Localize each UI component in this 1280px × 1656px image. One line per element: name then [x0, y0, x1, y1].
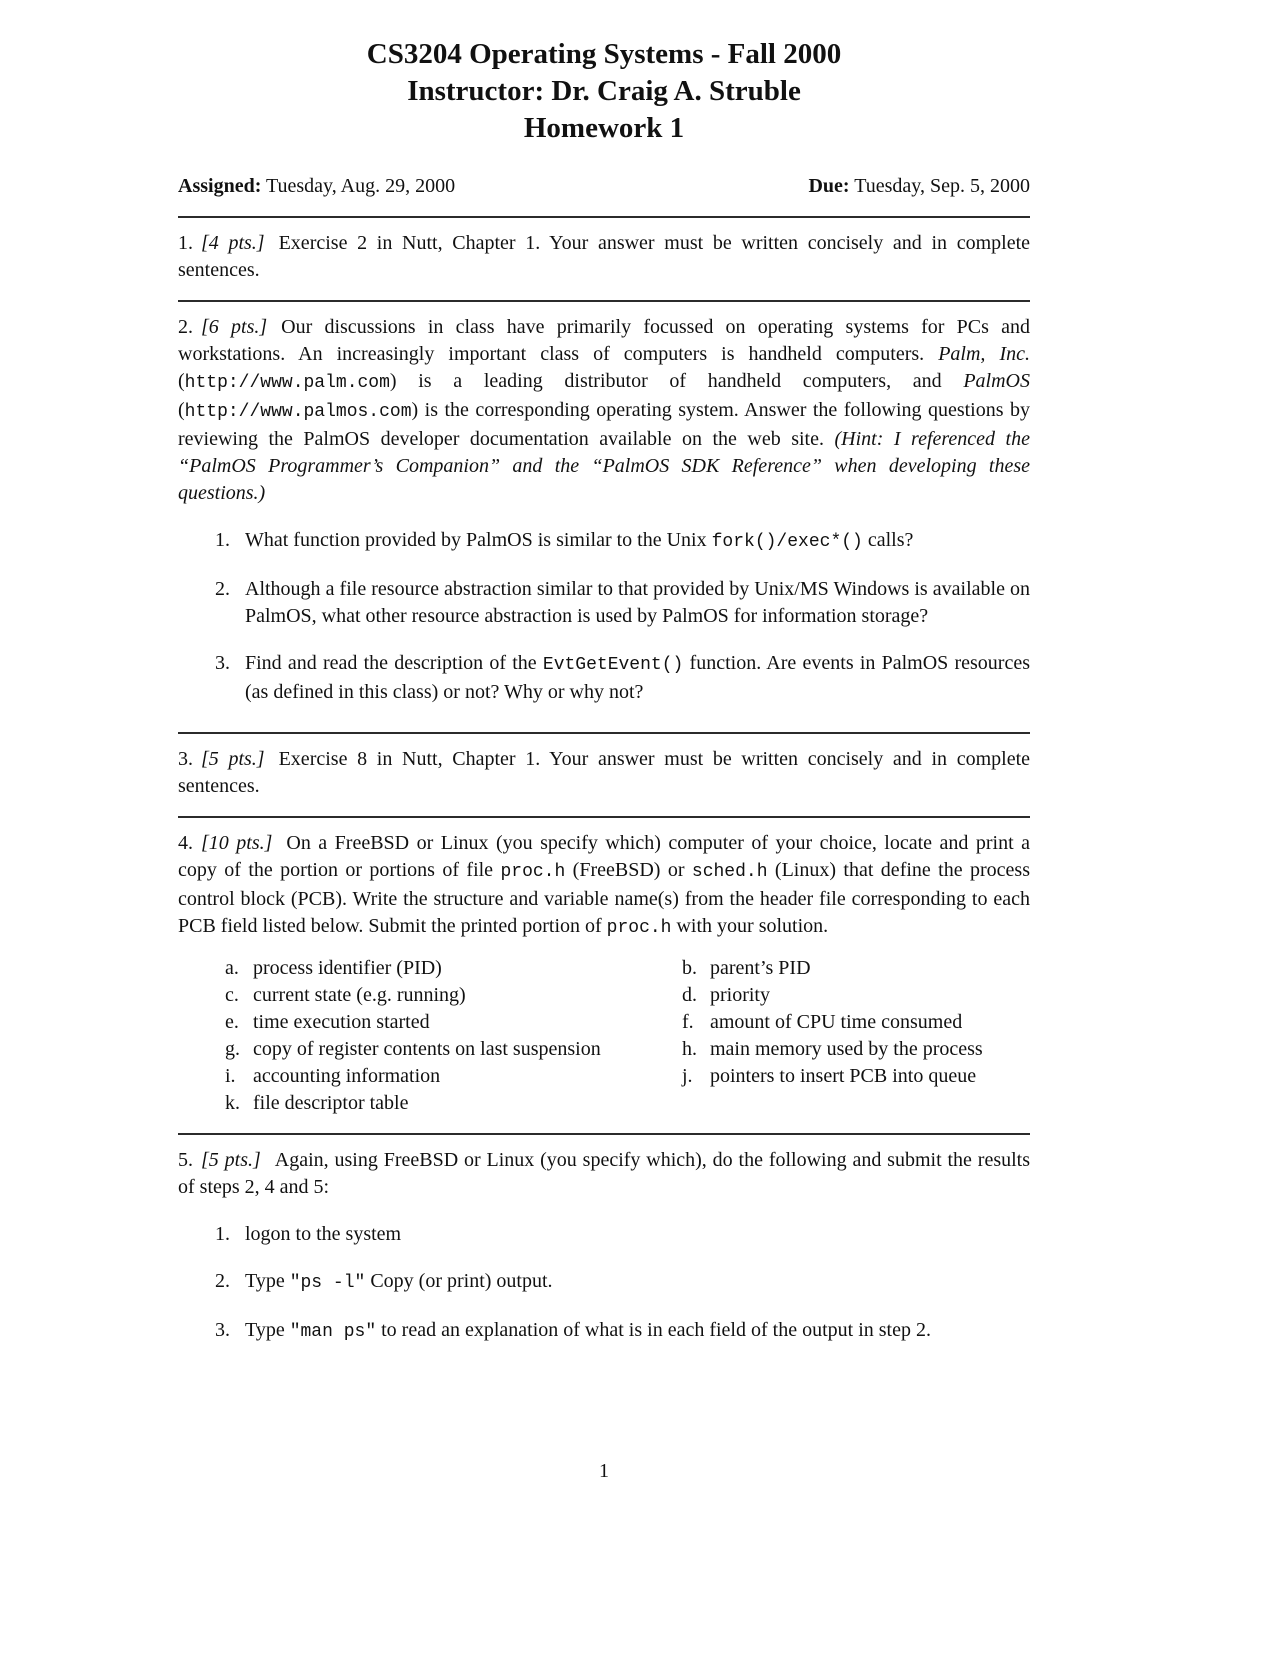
list-item: [225, 1090, 682, 1117]
section-rule: [178, 1133, 1030, 1135]
item-text-run: Copy (or print) output.: [365, 1270, 553, 1292]
question-number: 5.: [178, 1149, 193, 1171]
question-text: (Linux) that define the process control block (PCB). Write the structure and variable name(s) from the header file corresponding to each PCB field listed below. Submit the printed portion of: [178, 859, 1030, 937]
item-label: e.: [225, 1011, 239, 1033]
list-item: [682, 955, 1030, 982]
item-text: amount of CPU time consumed: [710, 1011, 963, 1033]
list-item: [215, 1317, 1030, 1346]
question-text: Our discussions in class have primarily focussed on operating systems for PCs and workstations. An increasingly important class of computers is handheld computers.: [178, 316, 1030, 365]
os-name: PalmOS: [963, 370, 1030, 392]
section-rule: [178, 732, 1030, 734]
question-points: [5 pts.]: [201, 1149, 261, 1171]
item-text-run: Find and read the description of the: [245, 652, 543, 674]
item-number: 2.: [215, 1270, 230, 1292]
question-3: [178, 746, 1030, 800]
item-text: pointers to insert PCB into queue: [710, 1065, 977, 1087]
list-item: [682, 1009, 1030, 1036]
item-text: priority: [710, 984, 770, 1006]
assigned-label: Assigned:: [178, 175, 262, 197]
question-1: [178, 230, 1030, 284]
item-label: h.: [682, 1038, 697, 1060]
question-points: [6 pts.]: [201, 316, 268, 338]
list-item: [225, 1036, 682, 1063]
question-text: On a FreeBSD or Linux (you specify which) computer of your choice, locate and print a copy of the portion or portions of file: [178, 832, 1030, 881]
list-item: [225, 982, 682, 1009]
question-2: [178, 314, 1030, 507]
code-evtgetevent: EvtGetEvent(): [542, 655, 684, 675]
list-item: [682, 1036, 1030, 1063]
question-text: Again, using FreeBSD or Linux (you specify which), do the following and submit the results of steps 2, 4 and 5:: [178, 1149, 1031, 1198]
item-text: file descriptor table: [253, 1092, 409, 1114]
item-text: accounting information: [253, 1065, 441, 1087]
item-text: [245, 1268, 553, 1297]
item-label: d.: [682, 984, 697, 1006]
list-item: [225, 1063, 682, 1090]
palmos-url: http://www.palmos.com: [184, 402, 412, 422]
code-ps-l: "ps -l": [289, 1273, 366, 1293]
pcb-field-list: [225, 955, 1030, 1117]
assigned-date: [178, 173, 455, 200]
question-text: ) is the corresponding operating system. Answer the following questions by reviewing the PalmOS developer documentation available on the web site.: [178, 399, 1030, 450]
list-item: [682, 982, 1030, 1009]
title-block: [178, 36, 1030, 147]
item-label: i.: [225, 1065, 236, 1087]
code-proc-h: proc.h: [606, 918, 672, 938]
assigned-value: Tuesday, Aug. 29, 2000: [266, 175, 456, 197]
section-rule: [178, 816, 1030, 818]
instructor-line: Instructor: Dr. Craig A. Struble: [407, 75, 801, 107]
page-number: 1: [599, 1460, 609, 1482]
item-text: current state (e.g. running): [253, 984, 466, 1006]
list-item: [215, 527, 1030, 556]
item-text-run: Type: [245, 1319, 290, 1341]
item-label: a.: [225, 957, 239, 979]
item-number: 3.: [215, 652, 230, 674]
list-item: [225, 955, 682, 982]
homework-title: Homework 1: [523, 112, 685, 144]
item-label: k.: [225, 1092, 240, 1114]
question-text: (FreeBSD) or: [565, 859, 692, 881]
item-label: c.: [225, 984, 239, 1006]
item-text: Although a file resource abstraction similar to that provided by Unix/MS Windows is available on PalmOS, what other resource abstraction is used by PalmOS for information storage?: [245, 578, 1030, 627]
item-text-run: What function provided by PalmOS is similar to the Unix: [245, 529, 712, 551]
item-text-run: function. Are events in PalmOS resources (as defined in this class) or not? Why or why not?: [245, 652, 1031, 703]
question-text: with your solution.: [671, 915, 829, 937]
question-text: Exercise 8 in Nutt, Chapter 1. Your answer must be written concisely and in complete sentences.: [178, 748, 1031, 797]
code-sched-h: sched.h: [691, 862, 768, 882]
item-text: time execution started: [253, 1011, 430, 1033]
item-label: b.: [682, 957, 697, 979]
question-points: [5 pts.]: [201, 748, 265, 770]
company-name: Palm, Inc.: [938, 343, 1030, 365]
item-text: copy of register contents on last suspension: [253, 1038, 601, 1060]
list-item: [682, 1063, 1030, 1090]
question-text: Exercise 2 in Nutt, Chapter 1. Your answer must be written concisely and in complete sentences.: [178, 232, 1031, 281]
question-4: [178, 830, 1030, 942]
due-date: [808, 173, 1030, 200]
course-title: CS3204 Operating Systems - Fall 2000: [366, 38, 842, 70]
item-text-run: Type: [245, 1270, 290, 1292]
item-text: logon to the system: [245, 1223, 402, 1245]
assignment-dates: [178, 173, 1030, 200]
item-number: 2.: [215, 578, 230, 600]
item-text-run: to read an explanation of what is in each field of the output in step 2.: [376, 1319, 931, 1341]
item-text: parent’s PID: [710, 957, 811, 979]
palm-url: http://www.palm.com: [184, 373, 390, 393]
question-points: [4 pts.]: [201, 232, 265, 254]
list-item: [225, 1009, 682, 1036]
item-label: g.: [225, 1038, 240, 1060]
item-text: [245, 527, 913, 556]
due-label: Due:: [808, 175, 850, 197]
item-text: main memory used by the process: [710, 1038, 983, 1060]
item-number: 3.: [215, 1319, 230, 1341]
question-points: [10 pts.]: [201, 832, 273, 854]
item-text: [245, 650, 1030, 706]
item-text: [245, 1317, 931, 1346]
question-text: (: [178, 399, 185, 421]
item-label: f.: [682, 1011, 694, 1033]
document: [178, 0, 1030, 1485]
section-rule: [178, 300, 1030, 302]
question-number: 2.: [178, 316, 193, 338]
question-5-steps: [178, 1221, 1030, 1346]
list-item: [215, 1221, 1030, 1248]
item-text-run: calls?: [862, 529, 914, 551]
question-number: 3.: [178, 748, 193, 770]
question-text: ) is a leading distributor of handheld computers, and: [389, 370, 964, 392]
code-man-ps: "man ps": [289, 1322, 377, 1342]
item-number: 1.: [215, 529, 230, 551]
item-text: process identifier (PID): [253, 957, 442, 979]
due-value: Tuesday, Sep. 5, 2000: [854, 175, 1030, 197]
question-5: [178, 1147, 1030, 1201]
hint-text: (Hint: I referenced the “PalmOS Programmer’s Companion” and the “PalmOS SDK Reference” when developing these questions.): [178, 428, 1030, 504]
question-number: 4.: [178, 832, 193, 854]
question-number: 1.: [178, 232, 193, 254]
question-text: (: [178, 370, 185, 392]
code-fork-exec: fork()/exec*(): [711, 532, 863, 552]
code-proc-h: proc.h: [500, 862, 566, 882]
list-item: [215, 650, 1030, 706]
section-rule: [178, 216, 1030, 218]
item-number: 1.: [215, 1223, 230, 1245]
item-label: j.: [682, 1065, 693, 1087]
list-item: [215, 576, 1030, 630]
question-2-subquestions: [178, 527, 1030, 706]
list-item: [215, 1268, 1030, 1297]
